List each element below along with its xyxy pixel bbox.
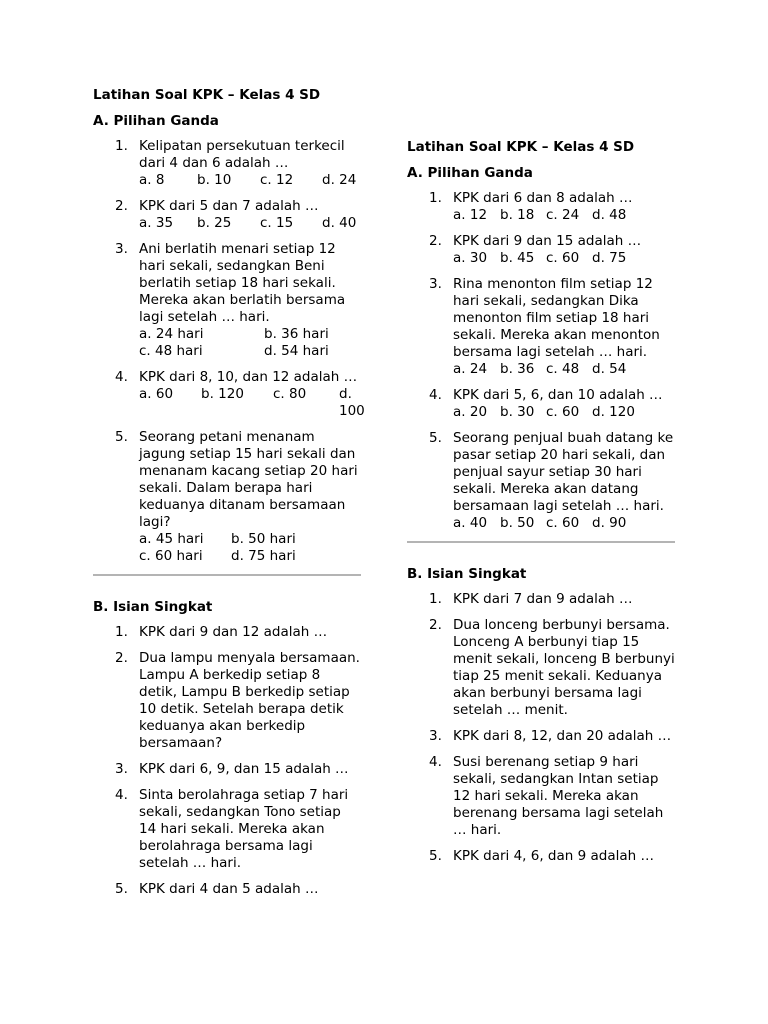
option-d: d. 24: [322, 172, 357, 188]
answer-options: [139, 215, 361, 232]
question-number: 4.: [429, 754, 442, 770]
question-number: 1.: [115, 624, 128, 640]
question-number: 4.: [115, 787, 128, 803]
option-b: b. 30: [500, 404, 535, 420]
short-answer-list: [93, 624, 361, 898]
option-b: b. 36: [500, 361, 535, 377]
question-number: 3.: [115, 761, 128, 777]
option-a: a. 30: [453, 250, 488, 266]
option-c: c. 24: [546, 207, 580, 223]
question-item: [407, 276, 675, 378]
section-a-heading: A. Pilihan Ganda: [93, 113, 219, 129]
question-text: Dua lonceng berbunyi bersama. Lonceng A berbunyi tiap 15 menit sekali, lonceng B berbunyi tiap 25 menit sekali. Keduanya akan berbunyi bersama lagi setelah … menit.: [453, 617, 675, 718]
worksheet-right: [407, 138, 675, 874]
option-d: d. 120: [592, 404, 635, 420]
answer-options: [453, 207, 675, 224]
question-text: KPK dari 4, 6, dan 9 adalah …: [453, 848, 654, 864]
worksheet-title: Latihan Soal KPK – Kelas 4 SD: [93, 87, 321, 103]
question-text: KPK dari 6, 9, dan 15 adalah …: [139, 761, 349, 777]
question-item: [93, 138, 361, 189]
question-item: [407, 387, 675, 421]
question-item: [93, 198, 361, 232]
question-text: KPK dari 5, 6, dan 10 adalah …: [453, 387, 663, 403]
short-answer-list: [407, 591, 675, 865]
answer-options: [453, 515, 675, 532]
section-a-heading: A. Pilihan Ganda: [407, 165, 533, 181]
option-a: a. 24: [453, 361, 488, 377]
answer-options: [139, 172, 361, 189]
question-number: 5.: [429, 848, 442, 864]
question-text: KPK dari 8, 10, dan 12 adalah …: [139, 369, 358, 385]
option-b: b. 25: [197, 215, 232, 231]
question-text: Dua lampu menyala bersamaan. Lampu A berkedip setiap 8 detik, Lampu B berkedip setiap 10 detik. Setelah berapa detik keduanya akan berkedip bersamaan?: [139, 650, 360, 751]
section-divider: [407, 541, 675, 543]
answer-options: [453, 250, 675, 267]
option-c: c. 48: [546, 361, 580, 377]
option-d: d. 75 hari: [231, 548, 296, 564]
question-text: Rina menonton film setiap 12 hari sekali, sedangkan Dika menonton film setiap 18 hari sekali. Mereka akan menonton bersama lagi setelah … hari.: [453, 276, 660, 360]
option-a: a. 45 hari: [139, 531, 204, 547]
option-c: c. 48 hari: [139, 343, 203, 359]
question-item: [93, 241, 361, 360]
option-c: c. 12: [260, 172, 294, 188]
question-number: 5.: [115, 429, 128, 445]
option-b: b. 50: [500, 515, 535, 531]
section-b-heading: B. Isian Singkat: [93, 599, 213, 615]
question-number: 4.: [429, 387, 442, 403]
question-text: KPK dari 8, 12, dan 20 adalah …: [453, 728, 672, 744]
question-text: Sinta berolahraga setiap 7 hari sekali, sedangkan Tono setiap 14 hari sekali. Mereka akan berolahraga bersama lagi setelah … hari.: [139, 787, 349, 871]
question-text: Kelipatan persekutuan terkecil dari 4 dan 6 adalah …: [139, 138, 345, 171]
question-number: 5.: [115, 881, 128, 897]
option-d: d. 40: [322, 215, 357, 231]
option-c: c. 60: [546, 250, 580, 266]
question-text: Seorang petani menanam jagung setiap 15 hari sekali dan menanam kacang setiap 20 hari sekali. Dalam berapa hari keduanya ditanam bersamaan lagi?: [139, 429, 358, 530]
option-a: a. 35: [139, 215, 174, 231]
option-d: d. 54 hari: [264, 343, 329, 359]
option-c: c. 60: [546, 515, 580, 531]
question-text: KPK dari 7 dan 9 adalah …: [453, 591, 633, 607]
question-item: [93, 881, 361, 898]
worksheet-title: Latihan Soal KPK – Kelas 4 SD: [407, 139, 635, 155]
option-a: a. 8: [139, 172, 165, 188]
option-c: c. 60: [546, 404, 580, 420]
question-text: KPK dari 4 dan 5 adalah …: [139, 881, 319, 897]
question-item: [93, 369, 365, 420]
option-b: b. 18: [500, 207, 535, 223]
answer-options: [139, 326, 361, 360]
multiple-choice-list: [407, 190, 675, 532]
question-item: [93, 761, 361, 778]
question-item: [93, 624, 361, 641]
question-item: [407, 233, 675, 267]
option-d: d. 48: [592, 207, 627, 223]
question-item: [407, 848, 675, 865]
question-number: 2.: [429, 233, 442, 249]
question-number: 1.: [429, 591, 442, 607]
section-b-heading: B. Isian Singkat: [407, 566, 527, 582]
option-b: b. 45: [500, 250, 535, 266]
worksheet-left: [93, 86, 365, 907]
option-b: b. 36 hari: [264, 326, 329, 342]
question-item: [407, 190, 675, 224]
option-c: c. 80: [273, 386, 307, 402]
option-a: a. 24 hari: [139, 326, 204, 342]
answer-options: [453, 361, 675, 378]
option-b: b. 120: [201, 386, 244, 402]
question-number: 1.: [115, 138, 128, 154]
question-number: 4.: [115, 369, 128, 385]
question-number: 1.: [429, 190, 442, 206]
question-item: [93, 650, 361, 752]
question-number: 2.: [115, 650, 128, 666]
question-number: 3.: [429, 276, 442, 292]
section-divider: [93, 574, 361, 576]
option-d: d. 100: [339, 386, 365, 419]
question-text: Seorang penjual buah datang ke pasar setiap 20 hari sekali, dan penjual sayur setiap 30 hari sekali. Mereka akan datang bersamaan lagi setelah … hari.: [453, 430, 674, 514]
option-d: d. 54: [592, 361, 627, 377]
option-a: a. 20: [453, 404, 488, 420]
option-b: b. 10: [197, 172, 232, 188]
question-text: Ani berlatih menari setiap 12 hari sekali, sedangkan Beni berlatih setiap 18 hari sekali. Mereka akan berlatih bersama lagi setelah … hari.: [139, 241, 346, 325]
option-a: a. 12: [453, 207, 488, 223]
question-number: 3.: [115, 241, 128, 257]
multiple-choice-list: [93, 138, 365, 565]
question-item: [93, 787, 361, 872]
answer-options: [453, 404, 675, 421]
question-text: Susi berenang setiap 9 hari sekali, sedangkan Intan setiap 12 hari sekali. Mereka akan berenang bersama lagi setelah … hari.: [453, 754, 664, 838]
question-item: [407, 754, 675, 839]
question-number: 2.: [115, 198, 128, 214]
question-item: [407, 430, 675, 532]
question-item: [93, 429, 361, 565]
option-d: d. 90: [592, 515, 627, 531]
answer-options: [139, 531, 361, 565]
answer-options: [139, 386, 365, 420]
question-item: [407, 728, 675, 745]
option-c: c. 15: [260, 215, 294, 231]
question-text: KPK dari 9 dan 15 adalah …: [453, 233, 642, 249]
question-item: [407, 591, 675, 608]
question-number: 3.: [429, 728, 442, 744]
option-b: b. 50 hari: [231, 531, 296, 547]
question-number: 2.: [429, 617, 442, 633]
question-text: KPK dari 5 dan 7 adalah …: [139, 198, 319, 214]
question-item: [407, 617, 675, 719]
option-d: d. 75: [592, 250, 627, 266]
question-text: KPK dari 9 dan 12 adalah …: [139, 624, 328, 640]
question-number: 5.: [429, 430, 442, 446]
option-a: a. 60: [139, 386, 174, 402]
question-text: KPK dari 6 dan 8 adalah …: [453, 190, 633, 206]
option-a: a. 40: [453, 515, 488, 531]
option-c: c. 60 hari: [139, 548, 203, 564]
